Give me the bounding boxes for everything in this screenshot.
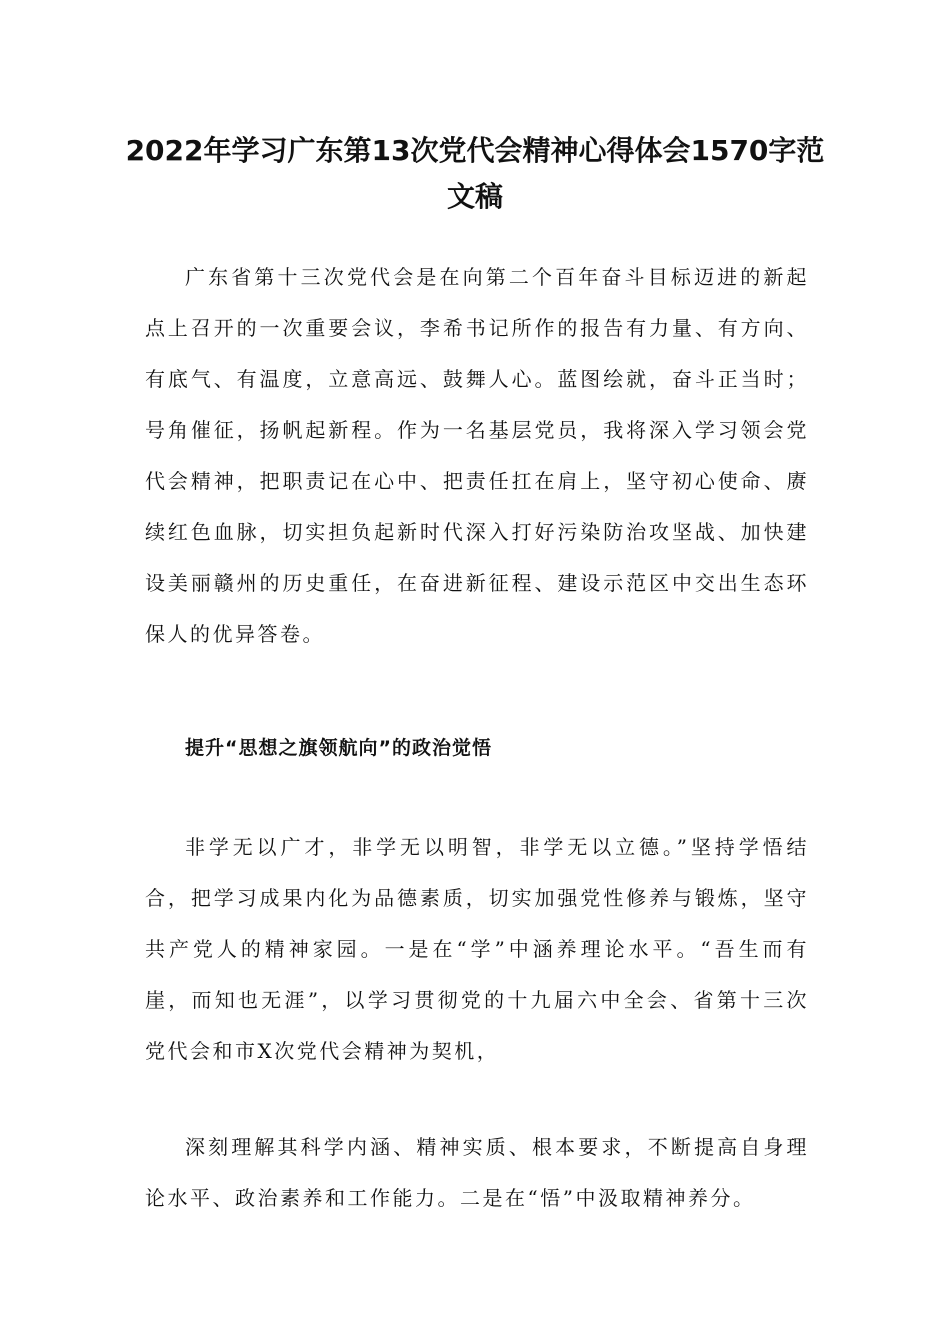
body-paragraph-2: 深刻理解其科学内涵、精神实质、根本要求，不断提高自身理论水平、政治素养和工作能力。二是在“悟”中汲取精神养分。 <box>145 1135 809 1210</box>
section-heading: 提升“思想之旗领航向”的政治觉悟 <box>185 737 492 759</box>
document-title: 2022年学习广东第13次党代会精神心得体会1570字范文稿 <box>125 134 825 213</box>
body-paragraph-1: 非学无以广才，非学无以明智，非学无以立德。”坚持学悟结合，把学习成果内化为品德素质，切实加强党性修养与锻炼，坚守共产党人的精神家园。一是在“学”中涵养理论水平。“吾生而有崖，而知也无涯”，以学习贯彻党的十九届六中全会、省第十三次党代会和市X次党代会精神为契机， <box>145 835 809 1063</box>
intro-paragraph: 广东省第十三次党代会是在向第二个百年奋斗目标迈进的新起点上召开的一次重要会议，李希书记所作的报告有力量、有方向、有底气、有温度，立意高远、鼓舞人心。蓝图绘就，奋斗正当时；号角催征，扬帆起新程。作为一名基层党员，我将深入学习领会党代会精神，把职责记在心中、把责任扛在肩上，坚守初心使命、赓续红色血脉，切实担负起新时代深入打好污染防治攻坚战、加快建设美丽赣州的历史重任，在奋进新征程、建设示范区中交出生态环保人的优异答卷。 <box>145 265 809 646</box>
